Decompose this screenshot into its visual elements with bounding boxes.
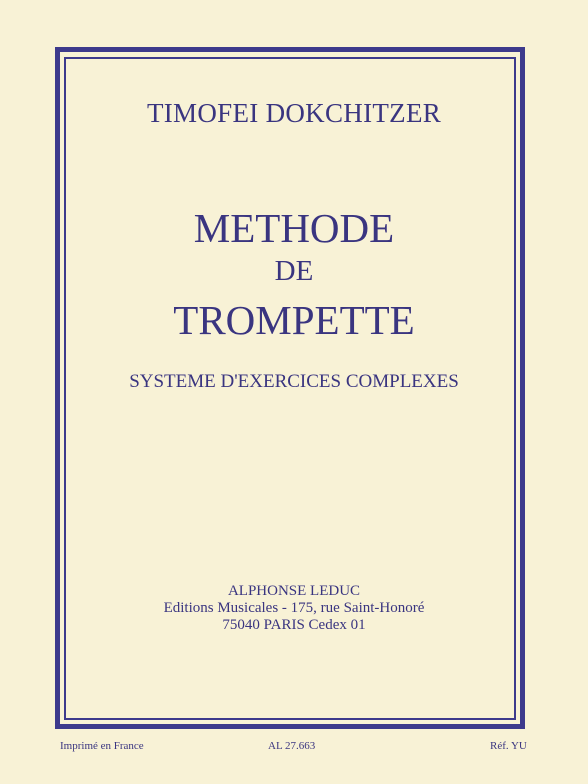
publisher-address-line-1: Editions Musicales - 175, rue Saint-Honoré <box>163 600 425 616</box>
catalog-number: AL 27.663 <box>268 740 316 752</box>
title-line-de: DE <box>274 255 314 287</box>
publisher-name: ALPHONSE LEDUC <box>227 583 361 599</box>
author-name: TIMOFEI DOKCHITZER <box>146 98 442 128</box>
printed-in-france-note: Imprimé en France <box>60 740 144 752</box>
reference-code: Réf. YU <box>490 740 527 752</box>
title-line-methode: METHODE <box>193 205 395 251</box>
title-line-trompette: TROMPETTE <box>173 297 415 343</box>
subtitle: SYSTEME D'EXERCICES COMPLEXES <box>129 371 459 392</box>
publisher-address-line-2: 75040 PARIS Cedex 01 <box>222 617 366 633</box>
